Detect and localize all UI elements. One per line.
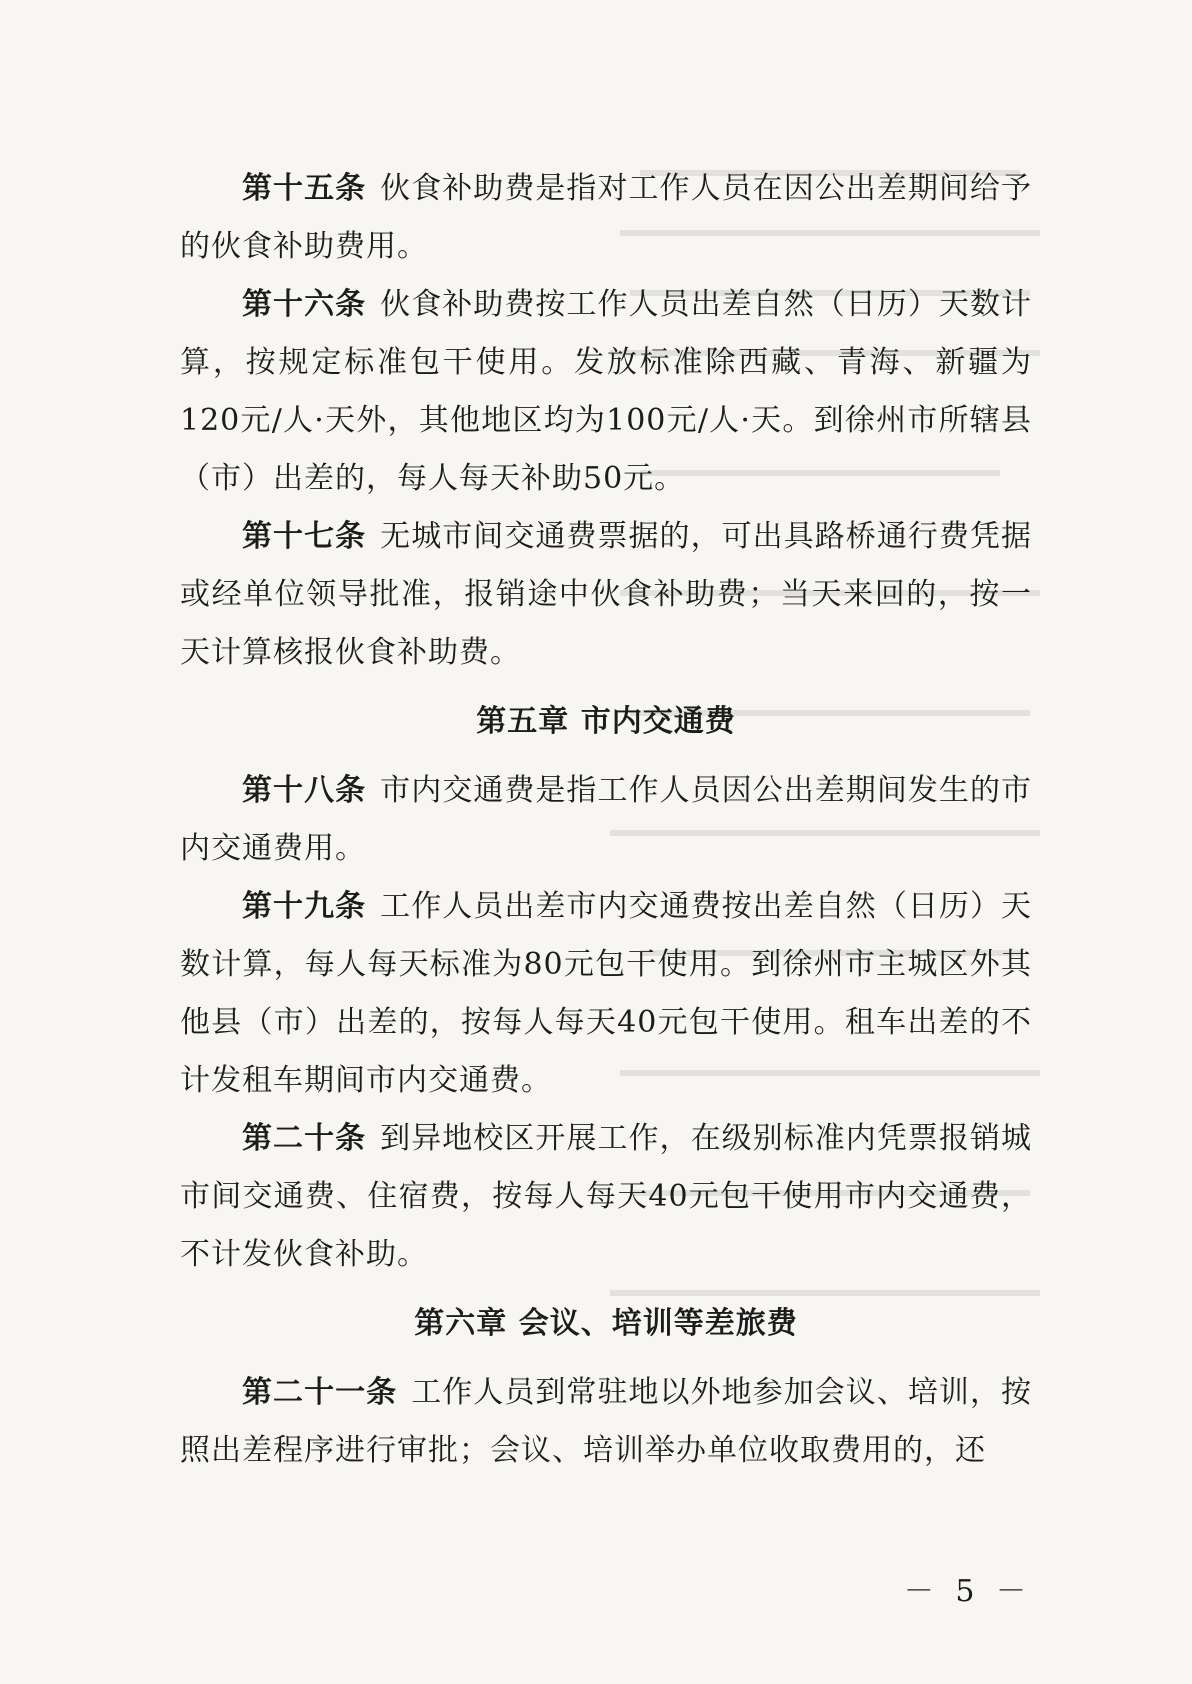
article-18-text: 市内交通费是指工作人员因公出差期间发生的市内交通费用。 <box>180 773 1033 866</box>
article-15-number: 第十五条 <box>242 171 367 206</box>
article-21-number: 第二十一条 <box>242 1375 398 1410</box>
article-21 <box>180 1364 1032 1480</box>
article-18-number: 第十八条 <box>242 773 367 808</box>
article-16-number: 第十六条 <box>242 287 367 322</box>
document-body <box>180 160 1032 1480</box>
article-20-text: 到异地校区开展工作，在级别标准内凭票报销城市间交通费、住宿费，按每人每天40元包干使用市内交通费，不计发伙食补助。 <box>180 1121 1033 1272</box>
article-21-text: 工作人员到常驻地以外地参加会议、培训，按照出差程序进行审批；会议、培训举办单位收取费用的，还 <box>180 1375 1033 1468</box>
article-17-number: 第十七条 <box>242 519 367 554</box>
article-17 <box>180 508 1032 682</box>
article-15-text: 伙食补助费是指对工作人员在因公出差期间给予的伙食补助费用。 <box>180 171 1033 264</box>
article-20-number: 第二十条 <box>242 1121 367 1156</box>
article-16 <box>180 276 1032 508</box>
article-19 <box>180 878 1032 1110</box>
page-number: － 5 － <box>903 1574 1032 1609</box>
article-20 <box>180 1110 1032 1284</box>
chapter-6-heading: 第六章 会议、培训等差旅费 <box>414 1306 798 1341</box>
article-16-text: 伙食补助费按工作人员出差自然（日历）天数计算，按规定标准包干使用。发放标准除西藏、青海、新疆为120元/人·天外，其他地区均为100元/人·天。到徐州市所辖县（市）出差的，每人每天补助50元。 <box>180 287 1033 496</box>
article-17-text: 无城市间交通费票据的，可出具路桥通行费凭据或经单位领导批准，报销途中伙食补助费；当天来回的，按一天计算核报伙食补助费。 <box>180 519 1033 670</box>
article-15 <box>180 160 1032 276</box>
chapter-5-heading: 第五章 市内交通费 <box>476 704 736 739</box>
article-18 <box>180 762 1032 878</box>
article-19-number: 第十九条 <box>242 889 367 924</box>
article-19-text: 工作人员出差市内交通费按出差自然（日历）天数计算，每人每天标准为80元包干使用。到徐州市主城区外其他县（市）出差的，按每人每天40元包干使用。租车出差的不计发租车期间市内交通费。 <box>180 889 1033 1098</box>
